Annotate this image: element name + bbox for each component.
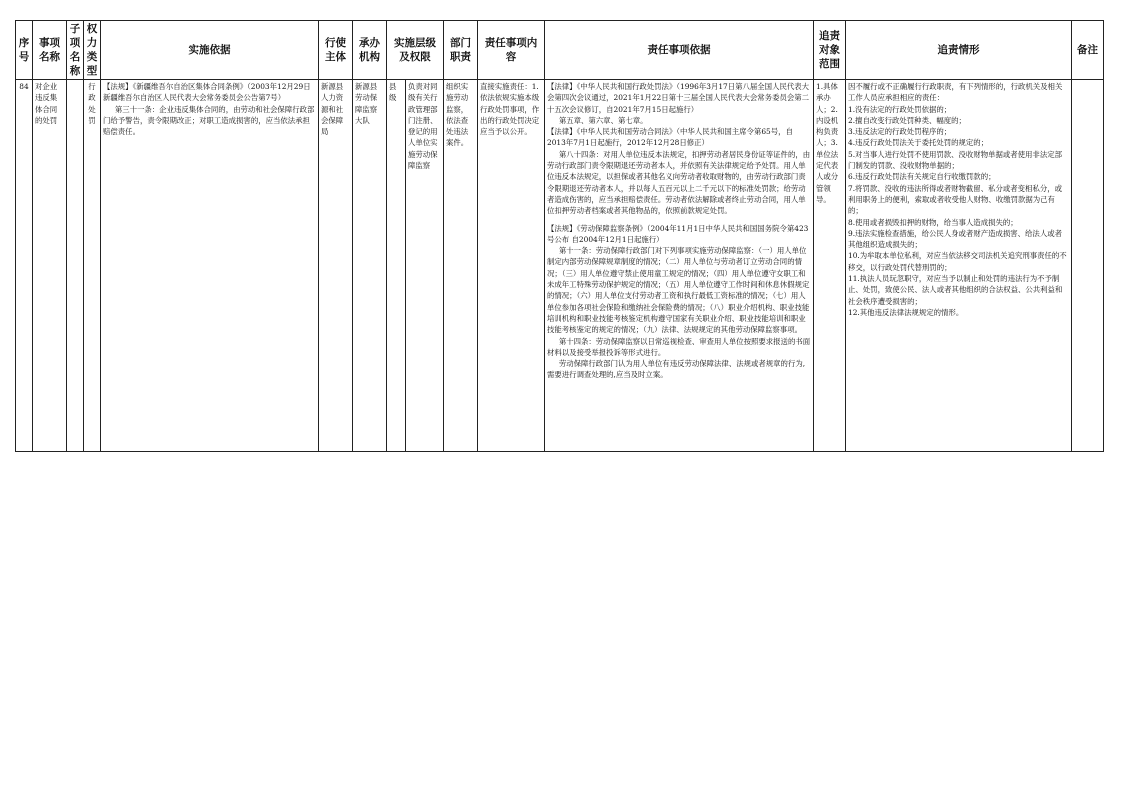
circumstance-item: 10.为牟取本单位私利，对应当依法移交司法机关追究刑事责任的不移交，以行政处罚代替刑罚的； [848, 251, 1067, 272]
header-power-type: 权力类型 [84, 21, 101, 80]
circumstance-item: 1.没有法定的行政处罚依据的； [848, 104, 952, 114]
document-sheet [15, 20, 1103, 452]
circumstance-item: 4.违反行政处罚法关于委托处罚的规定的； [848, 138, 989, 148]
circumstance-item: 11.执法人员玩忽职守，对应当予以制止和处罚的违法行为不予制止、处罚，致使公民、法人或者其他组织的合法权益、公共利益和社会秩序遭受损害的； [848, 274, 1063, 306]
circumstance-item: 5.对当事人进行处罚不使用罚款、没收财物单据或者使用非法定部门制发的罚款、没收财物单据的； [848, 149, 1062, 171]
cell-dept-duty: 组织实施劳动监察，依法查处违法案件。 [444, 80, 478, 452]
header-row [16, 21, 1104, 80]
basis-para: 【法规】《新疆维吾尔自治区集体合同条例》（2003年12月29日新疆维吾尔自治区人民代表大会常务委员会公告第7号） [103, 82, 311, 103]
circumstance-item: 8.使用或者损毁扣押的财物，给当事人造成损失的； [848, 217, 1018, 227]
resp-basis-para: 劳动保障行政部门认为用人单位有违反劳动保障法律、法规或者规章的行为,需要进行调查处理的,应当及时立案。 [547, 359, 806, 380]
resp-basis-para: 第十四条：劳动保障监察以日常巡视检查、审查用人单位按照要求报送的书面材料以及接受举报投诉等形式进行。 [547, 336, 811, 357]
circumstance-item: 12.其他违反法律法规规定的情形。 [848, 307, 964, 317]
cell-remarks [1072, 80, 1104, 452]
circumstance-item: 9.违法实施检查措施，给公民人身或者财产造成损害、给法人或者其他组织造成损失的； [848, 228, 1062, 250]
header-scope: 追责对象范围 [814, 21, 846, 80]
cell-basis [101, 80, 319, 452]
header-circumstances: 追责情形 [846, 21, 1072, 80]
header-basis: 实施依据 [101, 21, 319, 80]
header-seq: 序号 [16, 21, 33, 80]
responsibility-table [15, 20, 1104, 452]
resp-basis-para: 【法规】《劳动保障监察条例》（2004年11月1日中华人民共和国国务院令第423号公布 自2004年12月1日起施行） [547, 223, 809, 244]
header-sub-item: 子项名称 [67, 21, 84, 80]
header-remarks: 备注 [1072, 21, 1104, 80]
cell-item-name: 对企业违反集体合同的处罚 [33, 80, 67, 452]
cell-seq: 84 [16, 80, 33, 452]
cell-scope: 1.具体承办人；2.内设机构负责人；3.单位法定代表人或分管领导。 [814, 80, 846, 452]
header-dept-duty: 部门职责 [444, 21, 478, 80]
resp-basis-para: 第五章、第六章、第七章。 [558, 115, 648, 125]
cell-level-b: 负责对同级有关行政管理部门注册、登记的用人单位实施劳动保障监察 [406, 80, 444, 452]
header-level: 实施层级及权限 [387, 21, 444, 80]
basis-para: 第三十一条：企业违反集体合同的，由劳动和社会保障行政部门给予警告，责令限期改正；对职工造成损害的，应当依法承担赔偿责任。 [103, 104, 315, 137]
resp-basis-para: 【法律】《中华人民共和国行政处罚法》（1996年3月17日第八届全国人民代表大会第四次会议通过，2021年1月22日第十三届全国人民代表大会常务委员会第二十五次会议修订，自2021年7月15日起施行） [547, 82, 810, 114]
header-resp-basis: 责任事项依据 [545, 21, 814, 80]
cell-org: 新源县劳动保障监察大队 [353, 80, 387, 452]
header-item-name: 事项名称 [33, 21, 67, 80]
cell-resp-basis [545, 80, 814, 452]
circumstance-item: 因不履行或不正确履行行政职责，有下列情形的，行政机关及相关工作人员应承担相应的责任： [848, 82, 1063, 103]
cell-power-type: 行政处罚 [84, 80, 101, 452]
circumstance-item: 2.擅自改变行政处罚种类、幅度的； [848, 115, 966, 125]
cell-subject: 新源县人力资源和社会保障局 [319, 80, 353, 452]
cell-level-a: 县级 [387, 80, 406, 452]
resp-basis-para: 第十一条：劳动保障行政部门对下列事项实施劳动保障监察：（一）用人单位制定内部劳动保障规章制度的情况；（二）用人单位与劳动者订立劳动合同的情况；（三）用人单位遵守禁止使用童工规定的情况；（四）用人单位遵守女职工和未成年工特殊劳动保护规定的情况；（五）用人单位遵守工作时间和休息休假规定的情况；（六）用人单位支付劳动者工资和执行最低工资标准的情况；（七）用人单位参加各项社会保险和缴纳社会保险费的情况；（八）职业介绍机构、职业技能培训机构和职业技能考核鉴定机构遵守国家有关职业介绍、职业技能培训和职业技能考核鉴定的规定的情况；（九）法律、法规规定的其他劳动保障监察事项。 [547, 246, 810, 335]
header-resp-content: 责任事项内容 [478, 21, 545, 80]
resp-basis-para: 【法律】《中华人民共和国劳动合同法》（中华人民共和国主席令第65号，自2013年7月1日起施行，2012年12月28日修正） [547, 127, 793, 148]
header-subject: 行使主体 [319, 21, 353, 80]
table-row [16, 80, 1104, 452]
cell-sub-item [67, 80, 84, 452]
circumstance-item: 7.将罚款、没收的违法所得或者财物截留、私分或者变相私分，或利用职务上的便利，索取或者收受他人财物、收缴罚款据为己有的； [848, 183, 1062, 216]
circumstance-item: 6.违反行政处罚法有关规定自行收缴罚款的； [848, 172, 996, 182]
header-org: 承办机构 [353, 21, 387, 80]
cell-circumstances [846, 80, 1072, 452]
resp-basis-para: 第八十四条：对用人单位违反本法规定，扣押劳动者居民身份证等证件的，由劳动行政部门责令限期退还劳动者本人，并依照有关法律规定给予处罚。用人单位违反本法规定，以担保或者其他名义向劳动者收取财物的，由劳动行政部门责令限期退还劳动者本人，并以每人五百元以上二千元以下的标准处罚款；给劳动者造成伤害的，应当承担赔偿责任。劳动者依法解除或者终止劳动合同，用人单位扣押劳动者档案或者其他物品的，依照前款规定处罚。 [547, 149, 811, 216]
cell-resp-content: 直接实施责任：1.依法依规实施本级行政处罚事项，作出的行政处罚决定应当予以公开。 [478, 80, 545, 452]
circumstance-item: 3.违反法定的行政处罚程序的； [848, 127, 952, 137]
